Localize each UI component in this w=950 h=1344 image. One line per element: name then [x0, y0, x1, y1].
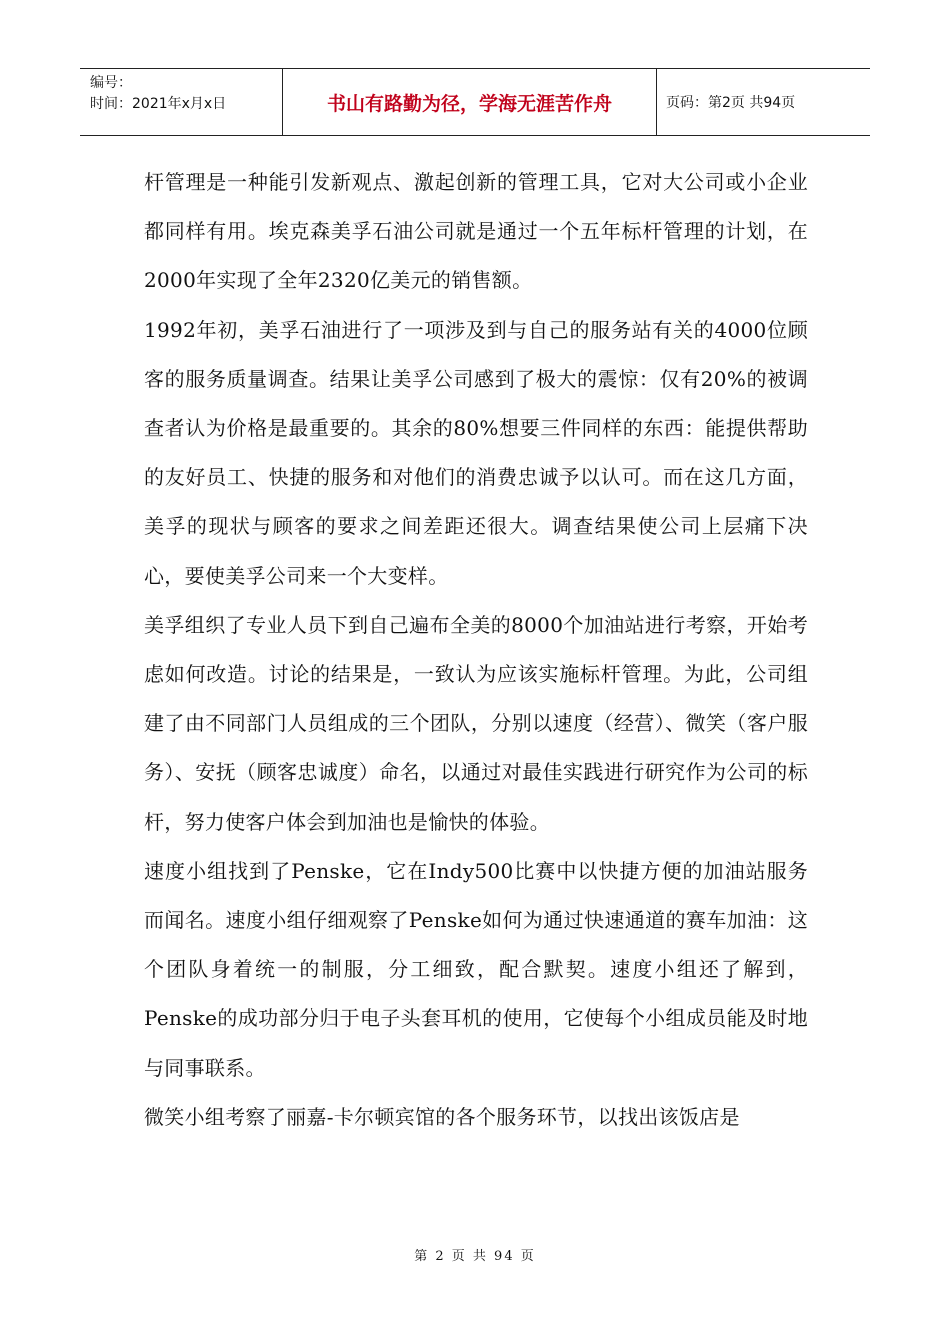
paragraph: 杆管理是一种能引发新观点、激起创新的管理工具，它对大公司或小企业都同样有用。埃克森美孚石油公司就是通过一个五年标杆管理的计划，在2000年实现了全年2320亿美元的销售额。	[144, 170, 808, 293]
page-footer: 第 2 页 共 94 页	[414, 1249, 536, 1264]
page-header	[80, 68, 870, 136]
header-meta	[80, 69, 283, 135]
document-body	[144, 158, 808, 1142]
date-label: 时间：2021年x月x日	[90, 96, 227, 112]
paragraph: 速度小组找到了Penske，它在Indy500比赛中以快捷方便的加油站服务而闻名。速度小组仔细观察了Penske如何为通过快速通道的赛车加油：这个团队身着统一的制服，分工细致，配合默契。速度小组还了解到，Penske的成功部分归于电子头套耳机的使用，它使每个小组成员能及时地与同事联系。	[144, 858, 808, 1080]
paragraph: 微笑小组考察了丽嘉-卡尔顿宾馆的各个服务环节，以找出该饭店是	[144, 1104, 740, 1129]
header-motto: 书山有路勤为径，学海无涯苦作舟	[283, 69, 657, 135]
paragraph: 美孚组织了专业人员下到自己遍布全美的8000个加油站进行考察，开始考虑如何改造。讨论的结果是，一致认为应该实施标杆管理。为此，公司组建了由不同部门人员组成的三个团队，分别以速度（经营）、微笑（客户服务）、安抚（顾客忠诚度）命名，以通过对最佳实践进行研究作为公司的标杆，努力使客户体会到加油也是愉快的体验。	[144, 612, 808, 834]
header-page-info: 页码：第2页 共94页	[666, 95, 796, 111]
paragraph: 1992年初，美孚石油进行了一项涉及到与自己的服务站有关的4000位顾客的服务质量调查。结果让美孚公司感到了极大的震惊：仅有20%的被调查者认为价格是最重要的。其余的80%想要三件同样的东西：能提供帮助的友好员工、快捷的服务和对他们的消费忠诚予以认可。而在这几方面，美孚的现状与顾客的要求之间差距还很大。调查结果使公司上层痛下决心，要使美孚公司来一个大变样。	[144, 317, 808, 588]
serial-number-label: 编号：	[90, 75, 132, 91]
